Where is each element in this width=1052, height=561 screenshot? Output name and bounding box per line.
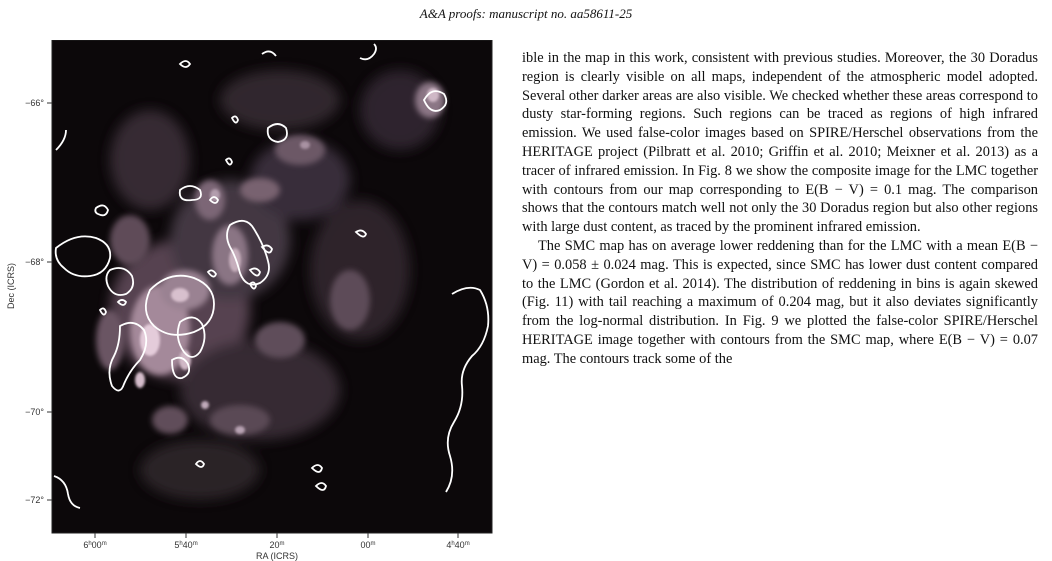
body-paragraph: ible in the map in this work, consistent with previous studies. Moreover, the 30 Doradus region is clearly visible on all maps, independent of the atmospheric model adopted. Several other darker areas are also visible. We checked whether these areas correspond to dusty star-forming regions. Such regions can be traced as regions of high infrared emission. We used false-color images based on SPIRE/Herschel observations from the HERITAGE project (Pilbratt et al. 2010; Griffin et al. 2010; Meixner et al. 2013) as a tracer of infrared emission. In Fig. 8 we show the composite image for the LMC together with contours from our map corresponding to E(B − V) = 0.1 mag. The comparison shows that the contours match well not only the 30 Doradus region but also other regions with large dust content, as traced by the prominent infrared emission.	[522, 50, 1038, 236]
body-paragraph: The SMC map has on average lower reddening than for the LMC with a mean E(B − V) = 0.058 ± 0.024 mag. This is expected, since SMC has lower dust content compared to the LMC (Gordon et al. 2014). The distribution of reddening in bins is again skewed (Fig. 11) with tail reaching a maximum of 0.204 mag, but it also deviates significantly from the log-normal distribution. In Fig. 9 we plotted the false-color SPIRE/Herschel HERITAGE image together with contours from the SMC map, where E(B − V) = 0.07 mag. The contours track some of the	[522, 237, 1038, 367]
running-title: A&A proofs: manuscript no. aa58611-25	[419, 6, 633, 21]
y-axis-label: Dec (ICRS)	[6, 262, 16, 310]
y-tick-label: −68°	[25, 257, 44, 267]
figure-svg	[0, 40, 500, 561]
y-axis	[6, 98, 52, 505]
lmc-composite-figure	[0, 40, 500, 561]
x-tick-label: 6$^h$00$^m$	[83, 540, 107, 550]
x-tick-label: 00$^m$	[360, 540, 376, 550]
running-header	[0, 6, 1052, 22]
y-tick-label: −66°	[25, 98, 44, 108]
body-text-column	[522, 49, 1038, 369]
x-tick-label: 20$^m$	[269, 540, 285, 550]
x-tick-label: 4$^h$40$^m$	[446, 540, 470, 550]
x-tick-label: 5$^h$40$^m$	[174, 540, 198, 550]
y-tick-label: −72°	[25, 495, 44, 505]
x-axis	[83, 533, 469, 561]
x-axis-label: RA (ICRS)	[255, 551, 299, 561]
y-tick-label: −70°	[25, 407, 44, 417]
